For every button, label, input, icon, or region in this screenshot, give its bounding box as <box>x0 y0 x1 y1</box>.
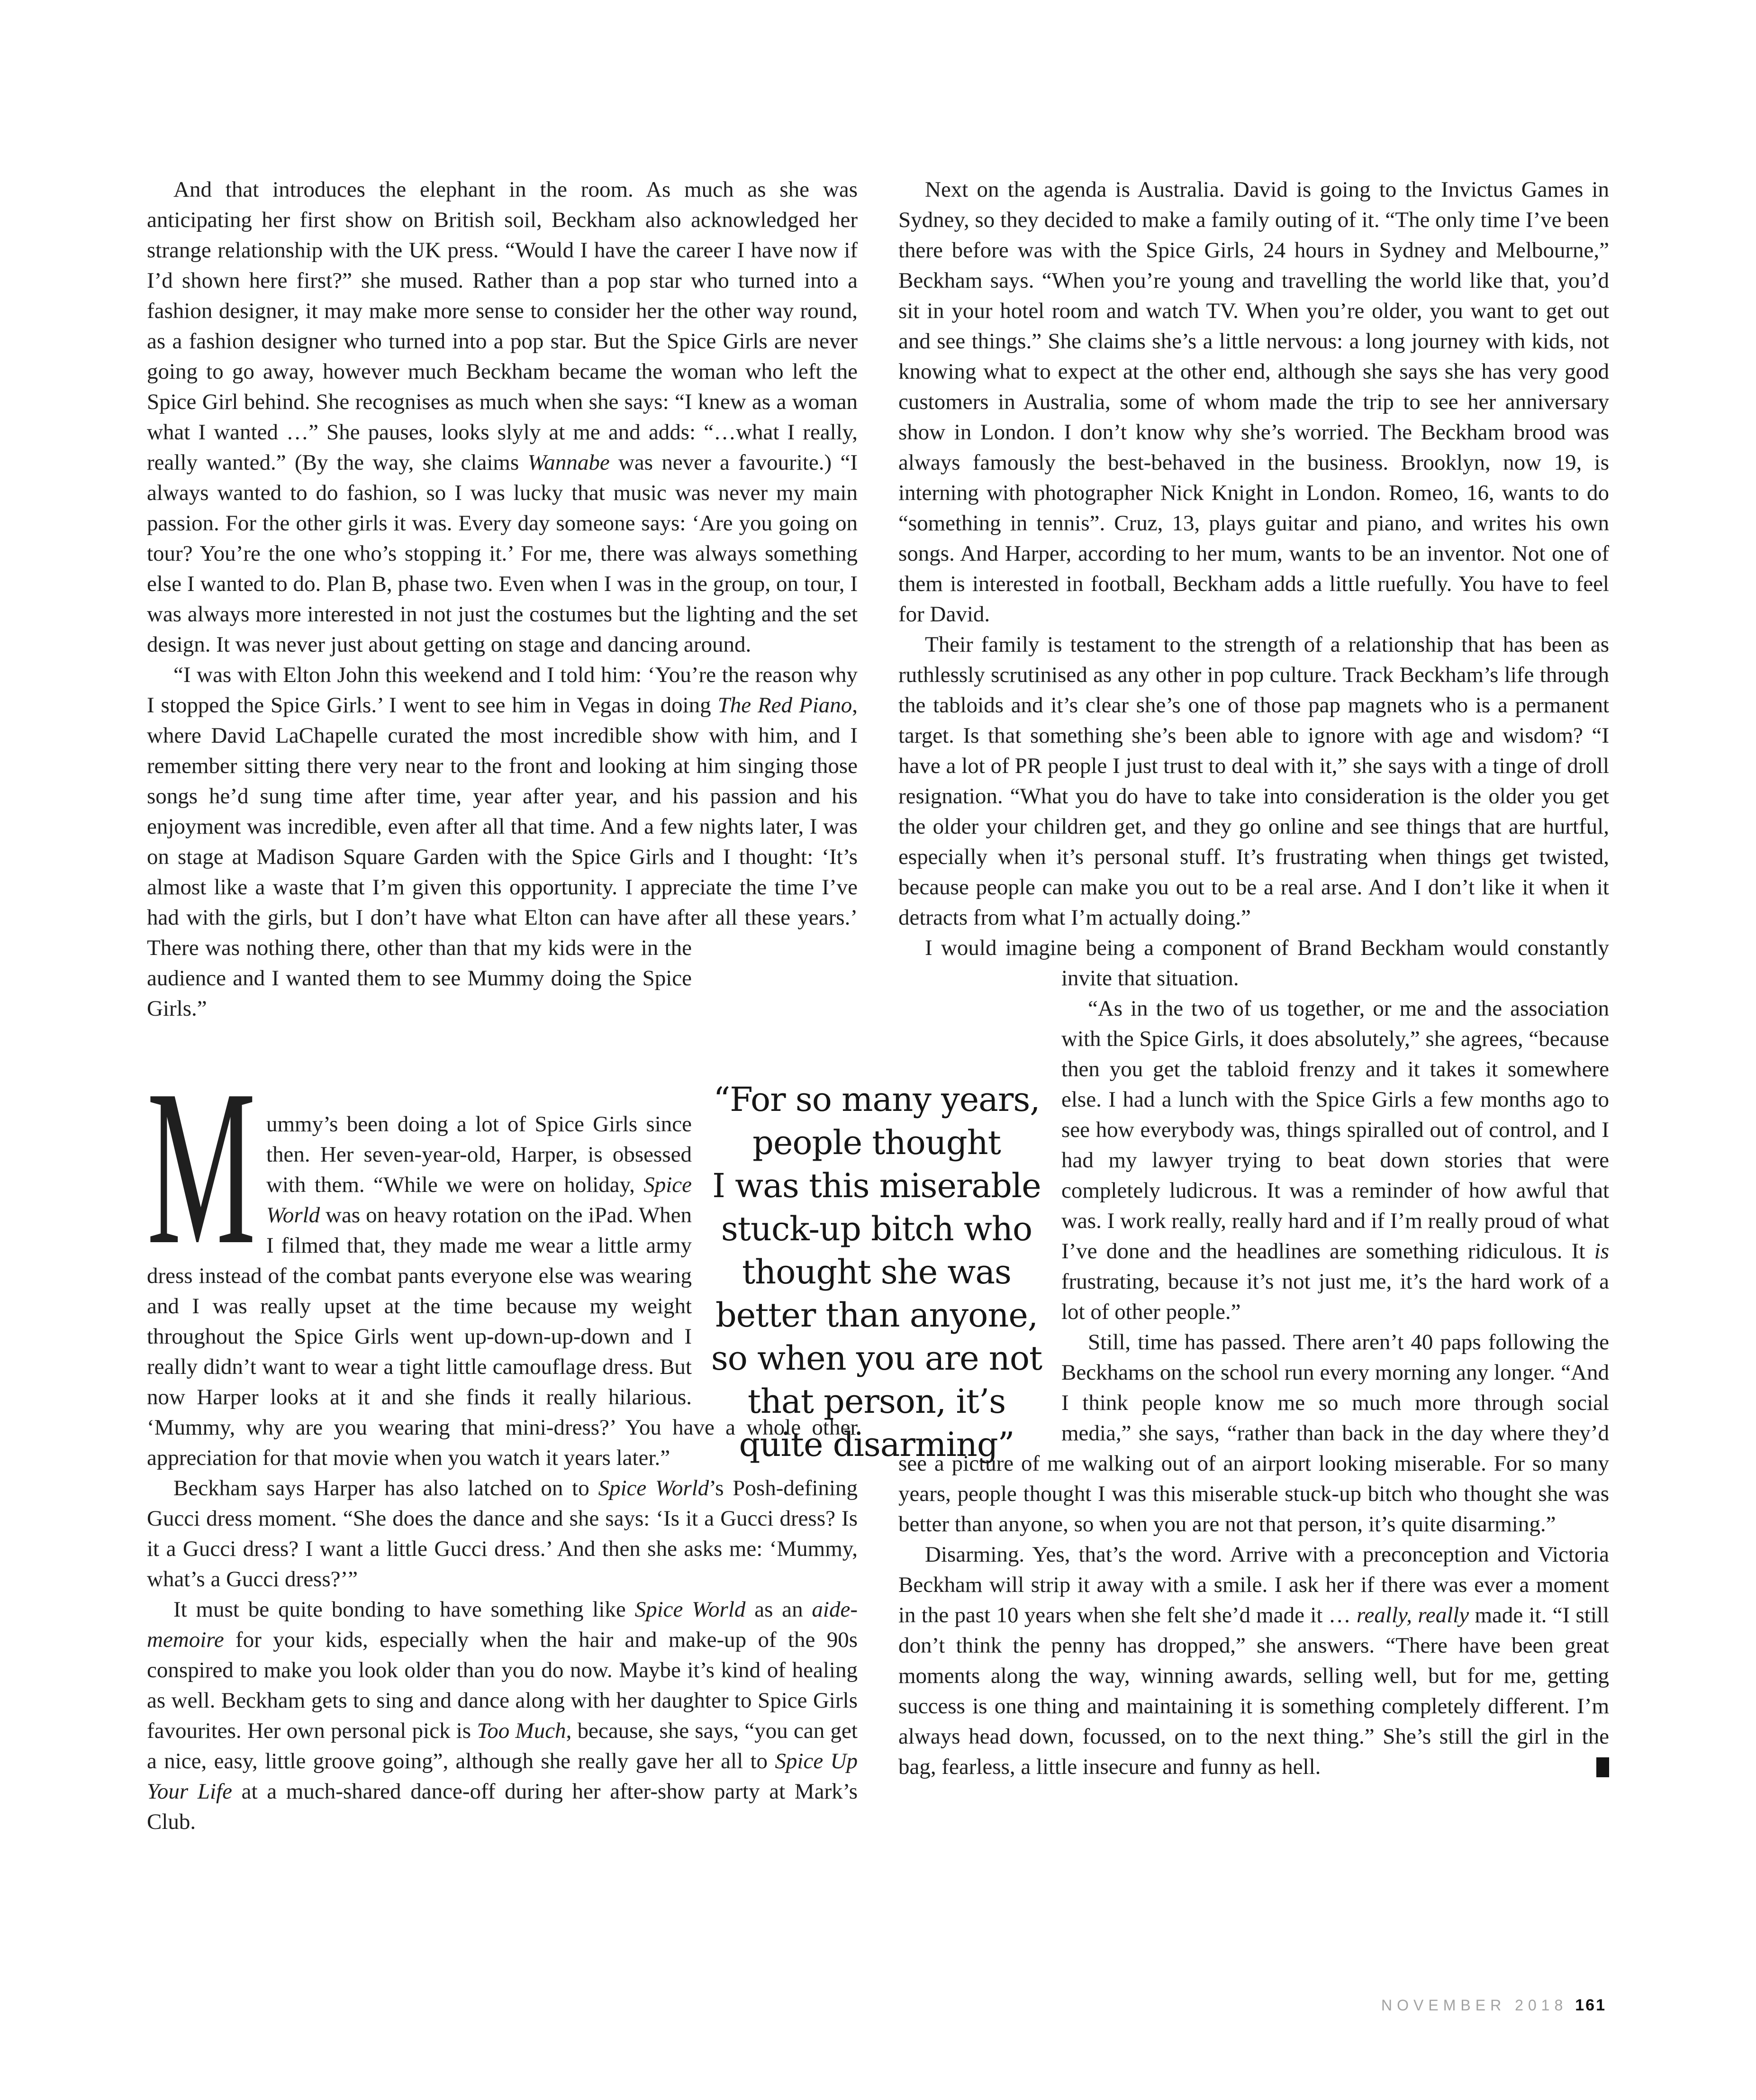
paragraph <box>898 1539 1609 1782</box>
pull-quote <box>701 1078 1052 1466</box>
text-run: constantly invite that situation. <box>1061 936 1609 991</box>
text-run: Spice World <box>266 1173 692 1227</box>
text-run: Beckham says Harper has also latched on to <box>173 1476 598 1500</box>
text-run <box>1412 1603 1418 1627</box>
text-run: Their family is testament to the strength of a relationship that has been as ruthlessly scrutinised as any other in pop culture. Track Beckham’s life through the tabloids and it’s clear she’s one of those pap magnets who is a permanent target. Is that something she’s been able to ignore with age and wisdom? “I have a lot of PR people I just trust to deal with it,” she says with a tinge of droll resignation. “What you do have to take into consideration is the older you get the older your children get, and they go online and see things that are hurtful, especially when it’s personal stuff. It’s frustrating when things get twisted, because people can make you out to be a real arse. And I don’t like it when it detracts from what I’m actually doing.” <box>898 632 1609 930</box>
text-run: for your kids, especially when the hair and make-up of the 90s conspired to make you look older than you do now. Maybe it’s kind of healing as well. Beckham gets to sing and dance along with her daughter to Spice Girls favourites. Her own personal pick is <box>147 1627 858 1743</box>
text-run: , where David LaChapelle curated the most incredible show with him, and I remember sitting there very near to the front and looking at him singing those songs he’d sung time after time, year after year, and his passion and his enjoyment was incredible, even after all that time. And a few nights later, I was on stage at Madison Square Garden with the Spice Girls and I thought: ‘It’s almost like a waste that I’m given this opportunity. I appreciate the time I’ve had with the girls, but I don’t have what Elton can have after all these years.’ There <box>147 693 858 960</box>
left-column <box>147 174 858 1837</box>
page-footer <box>1381 1996 1606 2015</box>
text-run: Spice World <box>598 1476 709 1500</box>
text-run: frustrating, because it’s not just me, it’s the hard work of a lot of other people.” <box>1061 1269 1609 1324</box>
pull-quote-line: stuck-up bitch who <box>721 1209 1032 1248</box>
pull-quote-line: quite disarming” <box>739 1425 1014 1464</box>
pull-quote-line: better than anyone, <box>715 1296 1038 1335</box>
text-run: made it. “I still don’t think the penny has dropped,” she answers. “There have been great moments along the way, winning awards, selling well, but for me, getting success is one thing and maintaining it is something completely different. I’m always head down, focussed, on to the next thing.” She’s still the girl in the bag, fearless, a little insecure and funny as hell. <box>898 1603 1609 1779</box>
text-run: Still, time has passed. There aren’t 40 paps following the Beckhams on the school run every morning any longer. “And I think people know me so much more through social media,” she says, “rather than back in the day where they’d see a picture of me walking out of an airport looking miserable. For so many years, people thought I was this miserable stuck-up bitch who thought she was better than anyone, so when you are not that person, it’s quite disarming.” <box>898 1330 1609 1536</box>
article-body <box>147 174 1609 1837</box>
text-run: really, <box>1356 1603 1412 1627</box>
text-run: Too Much <box>477 1718 566 1743</box>
text-run: “I was with Elton John this weekend and I told him: ‘You’re the reason why I stopped the Spice Girls.’ I went to see him in Vegas in doing <box>147 663 858 718</box>
text-run: was never a favourite.) “I always wanted to do fashion, so I was lucky that music was never my main passion. For the other girls it was. Every day someone says: ‘Are you going on tour? You’re the one who’s stopping it.’ For me, there was always something else I wanted to do. Plan B, phase two. Even when I was in the group, on tour, I was always more interested in not just the costumes but the lighting and the set design. It was never just about getting on stage and dancing around. <box>147 450 858 657</box>
paragraph <box>147 1473 858 1594</box>
text-run: was nothing there, other than that my kids were in the audience and I wanted them to see Mummy doing the Spice Girls.” <box>147 936 692 1021</box>
issue-date: NOVEMBER 2018 <box>1381 1997 1568 2014</box>
text-run: really <box>1418 1603 1469 1627</box>
pull-quote-line: people thought <box>752 1123 1001 1162</box>
paragraph <box>898 174 1609 629</box>
text-run: It must be quite bonding to have something like <box>173 1597 635 1622</box>
text-run: Spice World <box>634 1597 746 1622</box>
text-run: Disarming. Yes, that’s the word. Arrive with a preconception and Victoria Beckham will strip it away with a smile. I ask her if there was ever a moment in the past 10 years when she felt she’d made it … <box>898 1542 1609 1627</box>
pull-quote-line: that person, it’s <box>747 1382 1006 1421</box>
text-run: , because, she says, “you can get a nice, easy, little groove going”, although she really gave her all to <box>147 1718 858 1773</box>
paragraph <box>898 933 1609 993</box>
pull-quote-line: so when you are not <box>711 1339 1042 1378</box>
paragraph <box>147 1594 858 1837</box>
text-run: ’s Posh-defining Gucci dress moment. “She does the dance and she says: ‘Is it a Gucci dress? Is it a Gucci dress? I want a little Gucci dress.’ And then she asks me: ‘Mummy, what’s a Gucci dress?’” <box>147 1476 858 1591</box>
text-run: And that introduces the elephant in the room. As much as she was anticipating her first show on British soil, Beckham also acknowledged her strange relationship with the UK press. “Would I have the career I have now if I’d shown here first?” she mused. Rather than a pop star who turned into a fashion designer, it may make more sense to consider her the other way round, as a fashion designer who turned into a pop star. But the Spice Girls are never going to go away, however much Beckham became the woman who left the Spice Girl behind. She recognises as much when she says: “I knew as a woman what I wanted …” She pauses, looks slyly at me and adds: “…what I really, really wanted.” (By the way, she claims <box>147 177 858 475</box>
drop-cap: M <box>147 1044 254 1291</box>
text-run: as an <box>745 1597 812 1622</box>
text-run: I would imagine being a component of Brand Beckham would <box>925 936 1518 960</box>
page-number: 161 <box>1575 1996 1606 2014</box>
text-run: aide-memoire <box>147 1597 858 1652</box>
paragraph <box>147 174 858 660</box>
pull-quote-line: thought she was <box>742 1253 1011 1291</box>
text-run: Wannabe <box>527 450 610 475</box>
text-run: at a much-shared dance-off during her after-show party at Mark’s Club. <box>147 1779 858 1834</box>
text-run: Spice Up Your Life <box>147 1749 858 1804</box>
pull-quote-line: “For so many years, <box>713 1080 1040 1119</box>
paragraph <box>147 660 858 1024</box>
right-column <box>898 174 1609 1837</box>
text-run: “As in the two of us together, or me and the association with the Spice Girls, it does absolutely,” she agrees, “because then you get the tabloid frenzy and it takes it somewhere else. I had a lunch with the Spice Girls a few months ago to see how everybody was, things spiralled out of control, and I had my lawyer trying to beat down stories that were completely ludicrous. It was a reminder of how awful that was. I work really, really hard and if I’m really proud of what I’ve done and the headlines are something ridiculous. It <box>1061 996 1609 1264</box>
text-run: was on heavy rotation on the iPad. When I filmed that, they made me wear a little army dress instead of the combat pants everyone else was wearing and I was really upset at the time because my weight throughout the Spice Girls went up-down-up-down and I really didn’t want to wear a tight little camouflage dress. But now Harper looks at it and she finds it really hilarious. ‘Mummy, why are you wearing that mini-dress?’ You have a whole other appreciation for that movie when you watch it years later.” <box>147 1203 858 1470</box>
paragraph <box>898 629 1609 933</box>
text-run: ummy’s been doing a lot of Spice Girls since then. Her seven-year-old, Harper, is obsessed with them. “While we were on holiday, <box>266 1112 692 1197</box>
text-run: The Red Piano <box>717 693 852 718</box>
end-of-article-marker <box>1596 1757 1609 1777</box>
text-run: is <box>1594 1239 1609 1264</box>
text-run: Next on the agenda is Australia. David is going to the Invictus Games in Sydney, so they decided to make a family outing of it. “The only time I’ve been there before was with the Spice Girls, 24 hours in Sydney and Melbourne,” Beckham says. “When you’re young and travelling the world like that, you’d sit in your hotel room and watch TV. When you’re older, you want to get out and see things.” She claims she’s a little nervous: a long journey with kids, not knowing what to expect at the other end, although she says she has very good customers in Australia, some of whom made the trip to see her anniversary show in London. I don’t know why she’s worried. The Beckham brood was always famously the best-behaved in the business. Brooklyn, now 19, is interning with photographer Nick Knight in London. Romeo, 16, wants to do “something in tennis”. Cruz, 13, plays guitar and piano, and writes his own songs. And Harper, according to her mum, wants to be an inventor. Not one of them is interested in football, Beckham adds a little ruefully. You have to feel for David. <box>898 177 1609 627</box>
pull-quote-line: I was this miserable <box>712 1166 1041 1205</box>
